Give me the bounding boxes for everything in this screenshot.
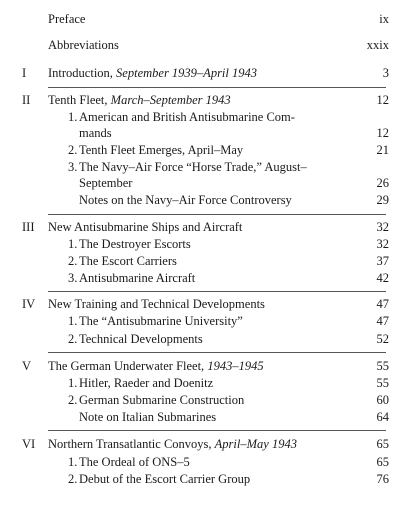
- toc-chapter-vi: [0, 437, 411, 452]
- chapter-title: New Antisubmarine Ships and Aircraft: [48, 220, 243, 234]
- section-title: The Destroyer Escorts: [79, 237, 191, 251]
- entry-page: 64: [376, 410, 389, 424]
- chapter-roman: V: [22, 359, 32, 373]
- chapter-title-text: Tenth Fleet,: [48, 93, 111, 107]
- entry-page: 65: [376, 455, 389, 469]
- toc-section: [0, 455, 411, 470]
- toc-chapter-i: [0, 66, 411, 81]
- entry-page: 29: [376, 193, 389, 207]
- entry-page: 21: [376, 143, 389, 157]
- section-title: The Ordeal of ONS–5: [79, 455, 190, 469]
- chapter-title: [48, 359, 264, 374]
- section-title: German Submarine Construction: [79, 393, 245, 407]
- entry-page: 42: [376, 271, 389, 285]
- chapter-title: [48, 66, 257, 81]
- chapter-roman: VI: [22, 437, 36, 451]
- section-number: 1.: [68, 237, 78, 251]
- section-number: 2.: [68, 332, 78, 346]
- entry-page: 60: [376, 393, 389, 407]
- toc-entry-abbreviations: [0, 38, 411, 53]
- toc-chapter-iv: [0, 297, 411, 312]
- section-number: 2.: [68, 472, 78, 486]
- divider: [48, 214, 386, 215]
- section-number: 1.: [68, 376, 78, 390]
- entry-page: 3: [382, 66, 389, 80]
- toc-section: [0, 376, 411, 391]
- toc-section: [0, 393, 411, 408]
- toc-entry-preface: [0, 12, 411, 27]
- chapter-title-dates: March–September 1943: [110, 93, 231, 107]
- entry-page: ix: [379, 12, 389, 26]
- chapter-title: New Training and Technical Developments: [48, 297, 265, 311]
- toc-section: [0, 160, 411, 175]
- toc-section: [0, 332, 411, 347]
- section-title: Debut of the Escort Carrier Group: [79, 472, 251, 486]
- chapter-title-text: The German Underwater Fleet,: [48, 359, 208, 373]
- toc-section: [0, 254, 411, 269]
- section-title: Antisubmarine Aircraft: [79, 271, 196, 285]
- toc-section: [0, 314, 411, 329]
- note-title: Notes on the Navy–Air Force Controversy: [79, 193, 292, 207]
- section-title: mands: [79, 126, 112, 140]
- section-number: 3.: [68, 271, 78, 285]
- entry-page: 52: [376, 332, 389, 346]
- section-number: 2.: [68, 393, 78, 407]
- entry-title: Abbreviations: [48, 38, 119, 52]
- divider: [48, 291, 386, 292]
- toc-section: [0, 472, 411, 487]
- entry-page: 12: [376, 126, 389, 140]
- section-number: 1.: [68, 314, 78, 328]
- entry-title: Preface: [48, 12, 86, 26]
- chapter-title-dates: April–May 1943: [214, 437, 297, 451]
- divider: [48, 430, 386, 431]
- chapter-roman: IV: [22, 297, 36, 311]
- chapter-roman: I: [22, 66, 27, 80]
- toc-section: [0, 143, 411, 158]
- entry-page: 26: [376, 176, 389, 190]
- entry-page: 55: [376, 359, 389, 373]
- toc-section-continued: [0, 126, 411, 141]
- toc-note: [0, 410, 411, 425]
- section-title: American and British Antisubmarine Com-: [79, 110, 295, 124]
- chapter-roman: III: [22, 220, 35, 234]
- chapter-roman: II: [22, 93, 31, 107]
- toc-chapter-v: [0, 359, 411, 374]
- entry-page: 12: [376, 93, 389, 107]
- toc-section-continued: [0, 176, 411, 191]
- chapter-title: [48, 437, 297, 452]
- entry-page: xxix: [366, 38, 389, 52]
- divider: [48, 87, 386, 88]
- entry-page: 32: [376, 220, 389, 234]
- toc-section: [0, 237, 411, 252]
- section-title: The Navy–Air Force “Horse Trade,” August–: [79, 160, 307, 174]
- section-title: The Escort Carriers: [79, 254, 177, 268]
- section-number: 1.: [68, 110, 78, 124]
- toc-section: [0, 271, 411, 286]
- note-title: Note on Italian Submarines: [79, 410, 217, 424]
- section-number: 2.: [68, 254, 78, 268]
- chapter-title-text: Introduction,: [48, 66, 117, 80]
- section-title: Hitler, Raeder and Doenitz: [79, 376, 214, 390]
- section-number: 2.: [68, 143, 78, 157]
- toc-chapter-iii: [0, 220, 411, 235]
- divider: [48, 352, 386, 353]
- entry-page: 32: [376, 237, 389, 251]
- section-title: Technical Developments: [79, 332, 203, 346]
- chapter-title-dates: 1943–1945: [207, 359, 264, 373]
- entry-page: 55: [376, 376, 389, 390]
- section-title: The “Antisubmarine University”: [79, 314, 243, 328]
- entry-page: 47: [376, 297, 389, 311]
- section-number: 1.: [68, 455, 78, 469]
- section-number: 3.: [68, 160, 78, 174]
- section-title: September: [79, 176, 133, 190]
- chapter-title-dates: September 1939–April 1943: [116, 66, 258, 80]
- section-title: Tenth Fleet Emerges, April–May: [79, 143, 244, 157]
- toc-chapter-ii: [0, 93, 411, 108]
- entry-page: 76: [376, 472, 389, 486]
- chapter-title-text: Northern Transatlantic Convoys,: [48, 437, 215, 451]
- entry-page: 47: [376, 314, 389, 328]
- entry-page: 37: [376, 254, 389, 268]
- chapter-title: [48, 93, 231, 108]
- toc-note: [0, 193, 411, 208]
- entry-page: 65: [376, 437, 389, 451]
- toc-section: [0, 110, 411, 125]
